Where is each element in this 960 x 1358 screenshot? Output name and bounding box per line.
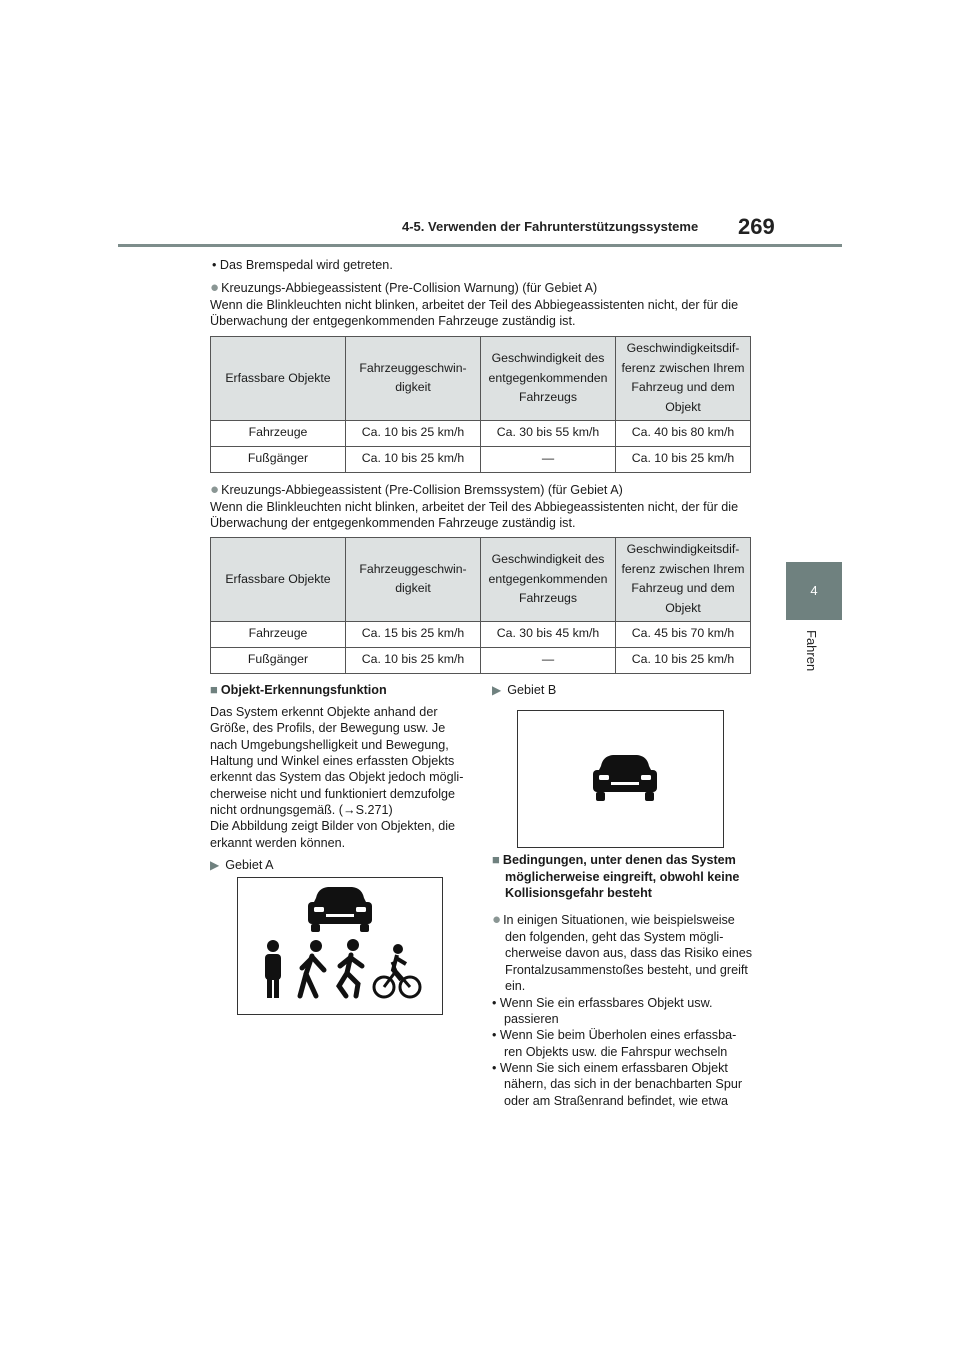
section2-paragraph: Wenn die Blinkleuchten nicht blinken, arbeitet der Teil des Abbiegeassistenten nicht, der für die Überwachung der entgegenkommenden Fahrzeuge zuständig ist. bbox=[210, 500, 739, 531]
table-header-cell: Fahrzeuggeschwin- digkeit bbox=[346, 337, 481, 421]
table-header-cell: Geschwindigkeit des entgegenkommenden Fahrzeugs bbox=[481, 337, 616, 421]
square-bullet-icon: ■ bbox=[492, 852, 500, 867]
chapter-name: Fahren bbox=[803, 630, 819, 672]
list-item: • Wenn Sie ein erfassbares Objekt usw. passieren bbox=[492, 995, 713, 1026]
table-header-row bbox=[211, 337, 751, 421]
chapter-tab bbox=[786, 562, 842, 620]
table-cell: Fahrzeuge bbox=[211, 420, 346, 446]
table-header-cell: Geschwindigkeitsdif- ferenz zwischen Ihrem Fahrzeug und dem Objekt bbox=[616, 538, 751, 622]
section1-table bbox=[210, 336, 751, 473]
chapter-number: 4 bbox=[810, 582, 818, 598]
list-item: • Wenn Sie beim Überholen eines erfassba-ren Objekts usw. die Fahrspur wechseln bbox=[492, 1028, 737, 1059]
table-cell: Ca. 10 bis 25 km/h bbox=[346, 446, 481, 472]
bullet-icon: ● bbox=[210, 279, 220, 296]
bullet-icon: ● bbox=[210, 481, 220, 498]
intro-dot-text: Das Bremspedal wird getreten. bbox=[219, 258, 393, 272]
table-header-cell: Erfassbare Objekte bbox=[211, 538, 346, 622]
table-header-cell: Erfassbare Objekte bbox=[211, 337, 346, 421]
figure-b-label bbox=[492, 682, 752, 699]
table-header-cell: Geschwindigkeit des entgegenkommenden Fahrzeugs bbox=[481, 538, 616, 622]
list-item: • Wenn Sie sich einem erfassbaren Objekt nähern, das sich in der benachbarten Spur oder am Straßenrand befindet, wie etwa bbox=[492, 1060, 743, 1108]
bullet-icon: ● bbox=[492, 910, 502, 928]
left-column bbox=[210, 682, 472, 874]
pedestrian-standing-icon bbox=[265, 940, 281, 998]
object-recognition-heading bbox=[210, 682, 472, 699]
object-recognition-heading-text: Objekt-Erkennungsfunktion bbox=[220, 683, 387, 697]
right-column-text bbox=[492, 852, 754, 1109]
table-cell: Ca. 15 bis 25 km/h bbox=[346, 621, 481, 647]
table-cell: Ca. 10 bis 25 km/h bbox=[346, 420, 481, 446]
arrow-right-icon: ▶ bbox=[210, 858, 220, 873]
table-cell: — bbox=[481, 647, 616, 673]
section1-heading bbox=[210, 278, 750, 298]
page-number: 269 bbox=[738, 214, 775, 239]
table-header-cell: Fahrzeuggeschwin- digkeit bbox=[346, 538, 481, 622]
table-cell: Fußgänger bbox=[211, 647, 346, 673]
arrow-right-icon: ▶ bbox=[492, 683, 502, 697]
section-title: 4-5. Verwenden der Fahrunterstützungssysteme bbox=[402, 219, 699, 234]
figure-b-svg bbox=[518, 711, 723, 847]
list-item-text: Wenn Sie sich einem erfassbaren Objekt nähern, das sich in der benachbarten Spur oder am Straßenrand befindet, wie etwa bbox=[499, 1060, 743, 1108]
conditions-bullet bbox=[492, 910, 754, 995]
square-bullet-icon: ■ bbox=[210, 682, 218, 697]
object-recognition-paragraph2: Die Abbildung zeigt Bilder von Objekten, die erkannt werden können. bbox=[210, 819, 456, 850]
conditions-heading-text: Bedingungen, unter denen das System möglicherweise eingreift, obwohl keine Kollisionsgefahr besteht bbox=[502, 853, 740, 901]
table-cell: Ca. 10 bis 25 km/h bbox=[616, 647, 751, 673]
section1-heading-text: Kreuzungs-Abbiegeassistent (Pre-Collision Warnung) (für Gebiet A) bbox=[221, 281, 598, 295]
pedestrian-running-icon bbox=[339, 939, 362, 996]
table-cell: Ca. 10 bis 25 km/h bbox=[616, 446, 751, 472]
table-cell: Ca. 30 bis 45 km/h bbox=[481, 621, 616, 647]
header-rule bbox=[118, 244, 842, 247]
section2-heading-text: Kreuzungs-Abbiegeassistent (Pre-Collision Bremssystem) (für Gebiet A) bbox=[221, 483, 623, 497]
section2-table bbox=[210, 537, 751, 674]
section1-paragraph: Wenn die Blinkleuchten nicht blinken, arbeitet der Teil des Abbiegeassistenten nicht, der für die Überwachung der entgegenkommenden Fahrzeuge zuständig ist. bbox=[210, 298, 739, 329]
table-row bbox=[211, 420, 751, 446]
table-cell: Ca. 30 bis 55 km/h bbox=[481, 420, 616, 446]
table-cell: — bbox=[481, 446, 616, 472]
table-cell: Fahrzeuge bbox=[211, 621, 346, 647]
table-cell: Ca. 40 bis 80 km/h bbox=[616, 420, 751, 446]
figure-b-label-text: Gebiet B bbox=[507, 683, 557, 697]
intro-dot-item bbox=[212, 257, 393, 273]
cyclist-icon bbox=[374, 944, 420, 997]
car-front-icon bbox=[308, 887, 372, 932]
figure-a-label-text: Gebiet A bbox=[225, 858, 274, 873]
table-cell: Ca. 10 bis 25 km/h bbox=[346, 647, 481, 673]
table-row bbox=[211, 621, 751, 647]
figure-area-a bbox=[237, 877, 443, 1015]
table-header-row bbox=[211, 538, 751, 622]
figure-a-svg bbox=[238, 878, 442, 1014]
table-row bbox=[211, 446, 751, 472]
dot-marker: • bbox=[212, 258, 220, 272]
section2-heading bbox=[210, 480, 750, 500]
table-cell: Fußgänger bbox=[211, 446, 346, 472]
conditions-heading bbox=[492, 852, 754, 902]
object-recognition-paragraph: Das System erkennt Objekte anhand der Größe, des Profils, der Bewegung usw. Je nach Umgebungshelligkeit und Bewegung, Haltung und Winkel eines erfassten Objekts erkennt das System das Objekt jedoch mögli-cherweise nicht und funktioniert demzufolge nicht ordnungsgemäß. (→S.271) bbox=[210, 704, 464, 818]
table-cell: Ca. 45 bis 70 km/h bbox=[616, 621, 751, 647]
table-row bbox=[211, 647, 751, 673]
car-front-icon bbox=[593, 755, 657, 801]
table-header-cell: Geschwindigkeitsdif- ferenz zwischen Ihrem Fahrzeug und dem Objekt bbox=[616, 337, 751, 421]
pedestrian-walking-icon bbox=[300, 940, 324, 996]
list-item-text: Wenn Sie ein erfassbares Objekt usw. passieren bbox=[499, 995, 713, 1026]
list-item-text: Wenn Sie beim Überholen eines erfassba-ren Objekts usw. die Fahrspur wechseln bbox=[499, 1028, 737, 1059]
figure-area-b bbox=[517, 710, 724, 848]
figure-a-label bbox=[210, 857, 472, 874]
conditions-bullet-text: In einigen Situationen, wie beispielsweise den folgenden, geht das System mögli-cherweise davon aus, dass das Risiko eines Frontalzusammenstoßes besteht, und greift ein. bbox=[503, 912, 753, 994]
